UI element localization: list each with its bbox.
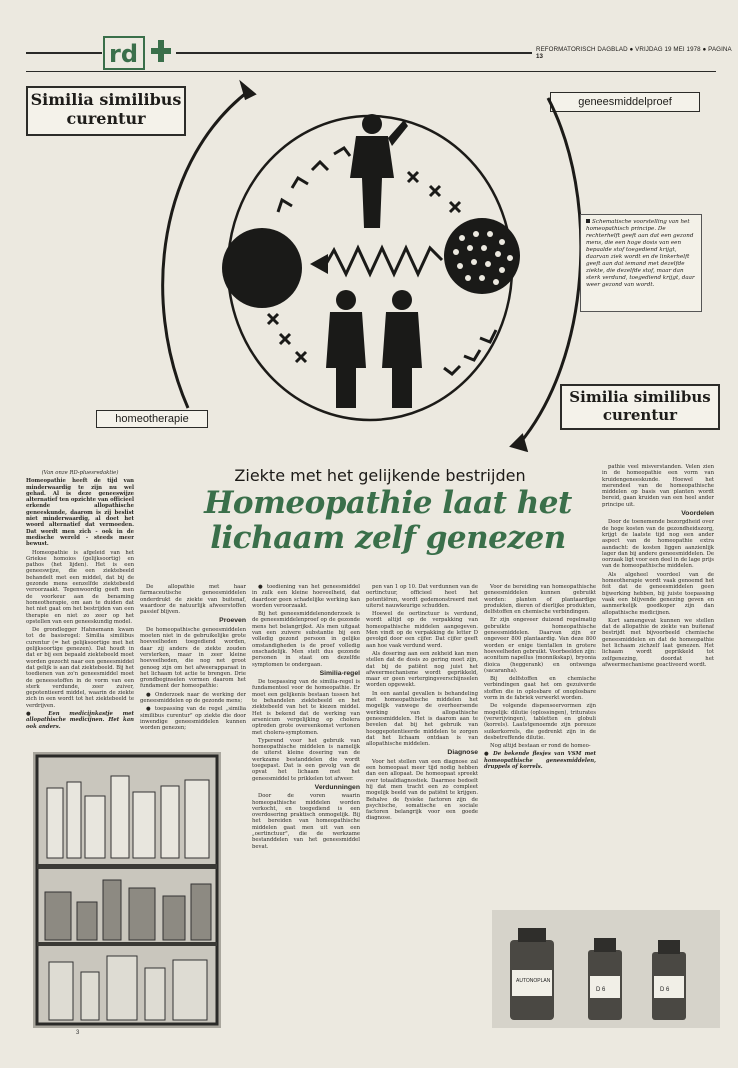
col5-paragraph-1: pathie veel misverstanden. Velen zien in de homeopathie een vorm van kruidengeneeskunde. Hoewel het merendeel van de homeopathische middelen op basis van planten wordt bereid, gaan kruiden van een heel ander principe uit. (602, 464, 714, 508)
column-2 (140, 584, 246, 752)
diagram-caption (580, 214, 702, 312)
photo2-caption-text: De bekende flesjes van VSM met homeopathische geneesmiddelen, druppels of korrels. (484, 751, 596, 771)
column-5 (484, 584, 596, 906)
article-subtitle: Ziekte met het gelijkende bestrijden (234, 466, 526, 485)
bottle2-label: D 6 (596, 987, 606, 993)
caption-text: Schematische voorstelling van het homeopathisch principe. De rechterhelft geeft aan dat een gezond mens, die een hoge dosis van een bepaalde stof toegediend krijgt, daarvan ziek wordt en de linkerhelft geeft aan dat iemand met dezelfde ziekte, die dezelfde stof, maar dan sterk verdund, toegediend krijgt, daar weer gezond van wordt. (586, 219, 695, 288)
photo1-caption: ● Een medicijnkastje met allopathische medicijnen. Het kan ook anders. (26, 710, 134, 730)
medicine-cabinet-photo (33, 752, 221, 1028)
column-6 (602, 464, 714, 908)
homeopathic-bottles-photo (492, 910, 720, 1028)
col4-paragraph-5: Nog altijd bestaan er rond de homeo- (490, 743, 591, 750)
similia-label-top: Similia similibus curentur (26, 86, 186, 136)
col2-bullet-3-text: toediening van het geneesmiddel in zulk een kleine hoeveelheid, dat daardoor geen schadelijke werking kan worden veroorzaakt. (252, 584, 360, 609)
photo2-caption: ● De bekende flesjes van VSM met homeopathische geneesmiddelen, druppels of korrels. (484, 751, 596, 771)
col4-paragraph-2: Er zijn ongeveer duizend regelmatig gebruikte homeopathische geneesmiddelen. Daarvan zijn er ongeveer 800 plantaardig. Van deze 800 worden er enige tientallen in grotere hoeveelheden gebruikt. Voorbeelden zijn: aconitum napellus (monnikskap), bryonia dioica (heggerank) en ontwenga (sacaranha). (484, 617, 596, 674)
heading-diagnose: Diagnose (447, 749, 478, 757)
zigzag-arrow (326, 248, 442, 274)
bottle3-label: D 6 (660, 987, 670, 993)
col2-paragraph-6: Door de voren waarin homeopathische middelen worden verkocht, en toegediend is een overdosering praktisch onmogelijk. Bij het bereiden van homeopathische middelen gaat men uit van een „oertinctuur", die de werkzame bestanddelen van het geneesmiddel bevat. (252, 793, 360, 850)
col2-paragraph-2: De homeopathische geneesmiddelen moeten niet in de gebruikelijke grote hoeveelheden toegediend worden, daar zij anders de ziekte zouden versterken, maar in zeer kleine hoeveelheden, die nog net groot genoeg zijn om het afweerapparaat in het lichaam tot actie te brengen. Drie grondbeginselen vormen daarom het fundament der homeopathie: (140, 626, 246, 690)
col2-bullet-2: ● toepassing van de regel „similia similibus curentur" op ziekte die door inwendige geneesmiddelen kunnen worden genezen; (140, 706, 246, 732)
col5-paragraph-3: Als algeheel voordeel van de homeotherapie wordt vaak genoemd het feit dat de geneesmiddelen geen bijwerking hebben, bij juiste toepassing vaak een blijvende genezing geven en aanmerkelijk goedkoper zijn dan allopathische medicijnen. (602, 571, 714, 616)
col2-paragraph-1: De allopathie met haar farmaceutische geneesmiddelen onderdrukt de ziekte van buitenaf, waardoor de natuurlijk afweerstoffen passief blijven. (140, 584, 246, 616)
col4-paragraph-4: De volgende dispenseervormen zijn mogelijk: dilutie (oplossingen), triturates (verwrijvingen), tabletten en globuli (korrels). Laatstgenoemde zijn poreuze suikerkorrels, die gedrenkt zijn in de desbetreffende dilutie. (484, 703, 596, 741)
column-4 (366, 584, 478, 1024)
col3-paragraph-2: Hoewel de oertinctuur is verdund, wordt altijd op de verpakking van homeopathische middelen aangegeven. Men vindt op de verpakking de letter D gevolgd door een cijfer. Dat cijfer geeft aan hoe vaak verdund werd. (366, 611, 478, 649)
geneesmiddelproef-label: geneesmiddelproef (550, 92, 700, 112)
heading-proeven: Proeven (219, 617, 246, 625)
column-1 (26, 470, 134, 750)
disease-circle-black (222, 228, 302, 308)
dateline-text: REFORMATORISCH DAGBLAD ● VRIJDAG 19 MEI 1978 ● PAGINA (536, 46, 732, 53)
photo1-caption-text: Een medicijnkastje met allopathische medicijnen. Het kan ook anders. (26, 710, 134, 730)
masthead-rule-bottom (26, 71, 716, 72)
intro-paragraph: Homeopathie heeft de tijd van minderwaardig te zijn nu wel gehad. Al is deze geneeswijze alternatief ten opzichte van officieel erkende allopathische geneeskunde, daarom is zij beslist niet minderwaardig, al doet het woord alternatief dat vermoeden. Dat wordt men zich - ook in de medische wereld - steeds meer bewust. (26, 478, 134, 548)
col3-paragraph-1: pen van 1 op 10. Dat verdunnen van de oertinctuur, officieel heet het potentiëren, wordt gedemonstreerd met uiterst nauwkeurige schudden. (366, 584, 478, 609)
col2-bullet-1-text: Onderzoek naar de werking der geneesmiddelen op de gezonde mens; (140, 691, 246, 705)
heading-similia-regel: Similia-regel (319, 669, 360, 677)
col5-paragraph-2: Door de toenemende bezorgdheid over de hoge kosten van de gezondheidszorg, krijgt de laatste tijd nog een ander aspect van de homeopathie extra aandacht: de kosten liggen aanzienlijk lager dan bij andere geneesmiddelen. De oorzaak ligt voor een deel in de lage prijs van de homeopathische middelen. (602, 519, 714, 570)
article-headline: Homeopathie laat het lichaam zelf genezen (204, 485, 572, 556)
page-mark: 3 (76, 1030, 80, 1036)
similia-label-bottom: Similia similibus curentur (560, 384, 720, 430)
heading-voordelen: Voordelen (681, 510, 714, 518)
col4-paragraph-1: Voor de bereiding van homeopathische geneesmiddelen kunnen gebruikt worden: planten of plantaardige produkten, dieren of dierlijke produkten, delfstoffen en chemische verbindingen. (484, 584, 596, 616)
healthy-figure (350, 114, 408, 228)
col2-bullet-3: ● toediening van het geneesmiddel in zulk een kleine hoeveelheid, dat daardoor geen schadelijke werking kan worden veroorzaakt. (252, 584, 360, 609)
byline: (Van onze RD-pluesredaktie) (41, 470, 119, 476)
col2-paragraph-5: Typerend voor het gebruik van homeopathische middelen is namelijk de uiterst kleine dosering van de werkzame bestanddelen die wordt toegepast. Dat is een gevolg van de opvat het lichaam met het geneesmiddel te prikkelen tot afweer. (252, 737, 360, 782)
masthead-rule-right (176, 52, 532, 54)
logo-text: rd (109, 40, 139, 68)
column-3 (252, 584, 360, 1024)
col2-paragraph-4: De toepassing van de similia-regel is fundamenteel voor de homeopathie. Er moet een gelijkenis bestaan tussen het te behandelen ziektebeeld en het ziektebeeld van het te kiezen middel. Het is bekend dat de werking van arsenicum vergelijking op cholera optreden grote overeenkomst vertonen met cholera-symptomen. (252, 679, 360, 736)
col2-paragraph-3: Bij het geneesmiddelenonderzoek is de geneesmiddelenproef op de gezonde mens het belangrijkst. Als men uitgaat van een zuivere substantie bij een volledig gezond persoon in gelijke omstandigheden is de proef volledig onschadelijk. Men stelt dus gezonde personen in staat om dezelfde symptomen te ondergaan. (252, 611, 360, 668)
col2-bullet-2-text: toepassing van de regel „similia similibus curentur" op ziekte die door inwendige geneesmiddelen kunnen worden genezen; (140, 706, 246, 732)
col3-paragraph-4: In een aantal gevallen is behandeling met homeopathische middelen het mogelijk vanwege de overheersende werking van allopathische geneesmiddelen. Het is daarom aan te bevelen dat bij het gebruik van hooggepotentieerde middelen te zorgen dat het lichaam ontdaan is van allopathische middelen. (366, 690, 478, 748)
heading-verdunningen: Verdunningen (314, 783, 360, 791)
page-number: 13 (536, 53, 544, 60)
col1-paragraph-2: De grondlegger Hahnemann kwam tot de basisregel: Similia similibus curentur (= het gelijksoortige met het gelijksoortige genezen). Dat houdt in dat er bij een bepaald ziektebeeld moet worden gezocht naar een geneesmiddel dat gelijk is aan dat ziektebeeld. Bij het toedienen van zo'n geneesmiddel moet de geneesstoffen in de vorm van een sterk verdunde, zeer zuiver, gepotentieerd middel, waarin de ziekte zich in een wordt tot het ziektebeeld te verdrijven. (26, 627, 134, 709)
col2-bullet-1: ● Onderzoek naar de werking der geneesmiddelen op de gezonde mens; (140, 691, 246, 705)
col5-paragraph-4: Kort samengevat kunnen we stellen dat de allopathie de ziekte van buitenaf bestrijdt met bijvoorbeeld chemische geneesmiddelen en dat de homeopathie het lichaam zichzelf laat genezen. Het lichaam wordt geprikkeld tot zelfgenezing, doordat het afweermechanisme geactiveerd wordt. (602, 617, 714, 668)
col3-paragraph-5: Voor het stellen van een diagnose zal een homeopaat meer tijd nodig hebben dan een allopaat. De homeopaat spreekt over totaaldiagnostiek. Daarmee bedoelt hij dat men tracht een zo compleet mogelijk beeld van de patiënt te krijgen. Behalve de fysieke factoren zijn de psychische, somatische en sociale factoren belangrijk voor een goede diagnose. (366, 758, 478, 822)
col4-paragraph-3: Bij delfstoffen en chemische verbindingen gaat het om gezuiverde stoffen die in oplosbare of onoplosbare vorm in de fabriek verwerkt worden. (484, 676, 596, 702)
masthead-rule-left (26, 52, 102, 54)
caption-bullet (586, 219, 590, 223)
col3-paragraph-3: Als dosering aan een zekheid kan men stellen dat de dosis zo gering moet zijn, dat bij de patiënt nog juist het afweermechanisme wordt geprikkeld, maar er geen vertergingsverschijnselen worden opgewekt. (366, 650, 478, 689)
rd-logo (103, 36, 173, 70)
bottle1-label: AUTONOPLAN (516, 978, 551, 984)
two-figures (326, 290, 422, 408)
homeopathy-diagram (150, 78, 590, 458)
homeotherapie-label: homeotherapie (96, 410, 208, 428)
paper-dateline (536, 46, 738, 60)
col1-paragraph-1: Homeopathie is afgeleid van het Griekse homoios (gelijksoortig) en pathos (het lijden). Het is een geneeswijze, die een ziektebeeld behandelt met een middel, dat bij de gezonde mens eenzelfde ziektebeeld veroorzaakt. Tegenwoordig geeft men de voorkeur aan de benaming homeotherapie, om aan te duiden dat het niet gaat om het bestrijden van een therapie en niet zo zeer op het opstellen van een geneeskundig model. (26, 549, 134, 625)
